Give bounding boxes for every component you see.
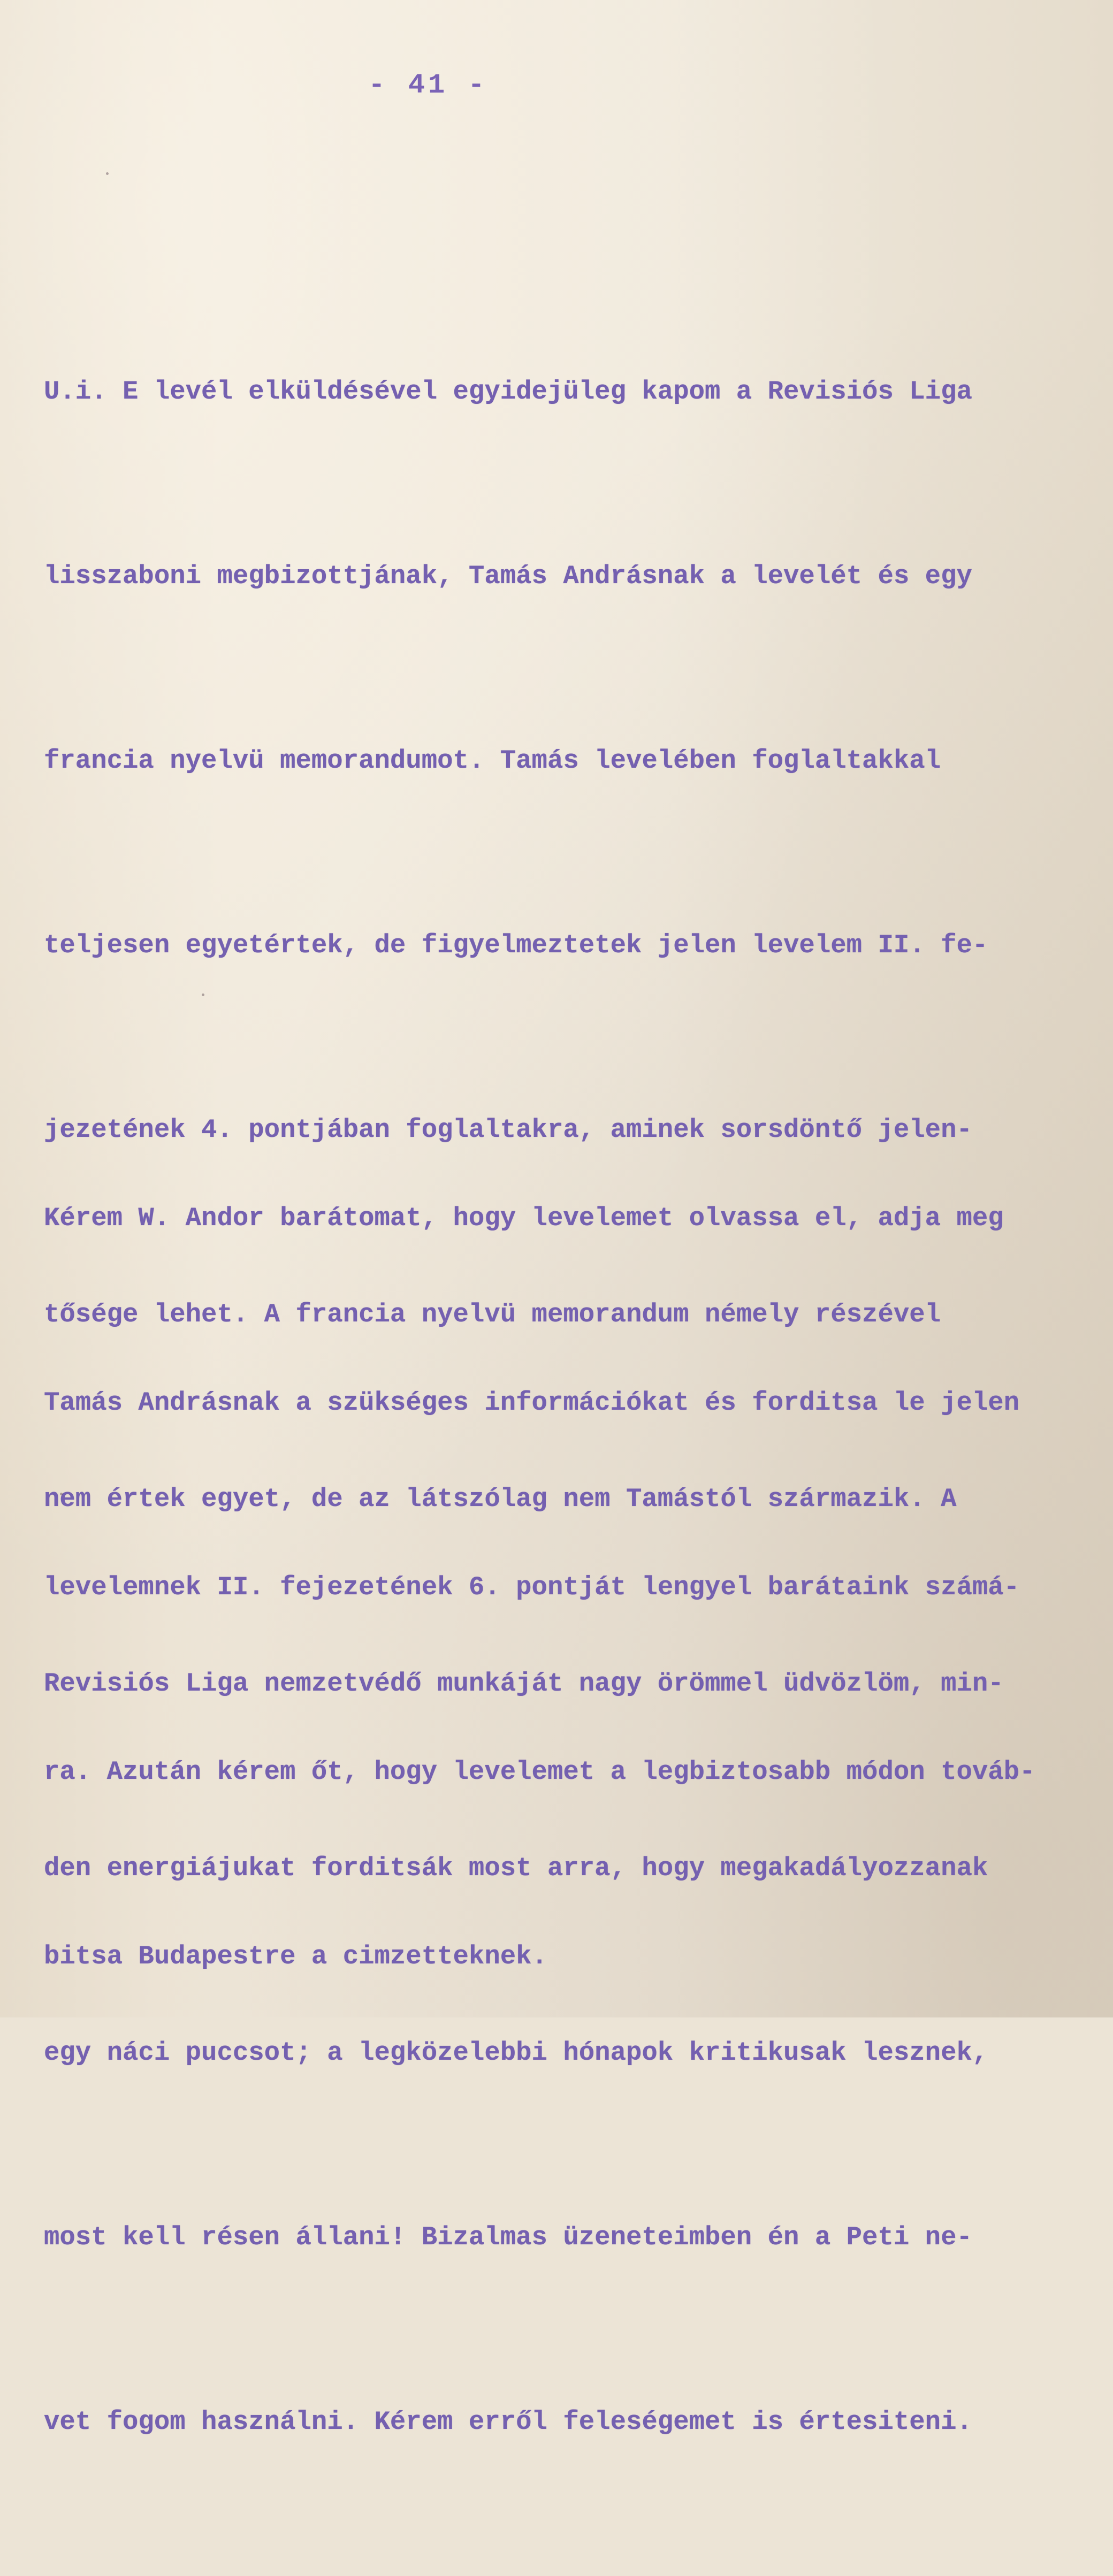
text-line: bitsa Budapestre a cimzetteknek. bbox=[44, 1941, 547, 1971]
text-line: levelemnek II. fejezetének 6. pontját lengyel barátaink számá- bbox=[44, 1572, 1020, 1602]
text-line: den energiájukat forditsák most arra, hogy megakadályozzanak bbox=[44, 1853, 988, 1883]
text-line: vet fogom használni. Kérem erről feleségemet is értesiteni. bbox=[44, 2407, 972, 2437]
text-line: most kell résen állani! Bizalmas üzeneteimben én a Peti ne- bbox=[44, 2222, 972, 2252]
text-line: Kérem W. Andor barátomat, hogy levelemet olvassa el, adja meg bbox=[44, 1203, 1004, 1233]
text-line: jezetének 4. pontjában foglaltakra, aminek sorsdöntő jelen- bbox=[44, 1115, 972, 1145]
text-line: teljesen egyetértek, de figyelmeztetek jelen levelem II. fe- bbox=[44, 930, 988, 960]
text-line: egy náci puccsot; a legközelebbi hónapok kritikusak lesznek, bbox=[44, 2038, 988, 2068]
text-line: lisszaboni megbizottjának, Tamás Andrásnak a levelét és egy bbox=[44, 561, 972, 591]
request-paragraph bbox=[44, 1065, 1050, 2111]
text-line: Revisiós Liga nemzetvédő munkáját nagy örömmel üdvözlöm, min- bbox=[44, 1669, 1004, 1699]
text-line: U.i. E levél elküldésével egyidejüleg kapom a Revisiós Liga bbox=[44, 377, 972, 407]
text-line: ra. Azután kérem őt, hogy levelemet a legbiztosabb módon továb- bbox=[44, 1757, 1035, 1787]
text-line: nem értek egyet, de az látszólag nem Tamástól származik. A bbox=[44, 1484, 957, 1514]
text-line: Tamás Andrásnak a szükséges információkat és forditsa le jelen bbox=[44, 1388, 1020, 1418]
text-line: francia nyelvü memorandumot. Tamás levelében foglaltakkal bbox=[44, 746, 941, 776]
paper-speck bbox=[106, 172, 109, 175]
paper-speck bbox=[202, 993, 204, 996]
page-number: - 41 - bbox=[368, 70, 488, 101]
text-line: tősége lehet. A francia nyelvü memorandum némely részével bbox=[44, 1300, 941, 1329]
paper-speck bbox=[60, 1493, 63, 1495]
